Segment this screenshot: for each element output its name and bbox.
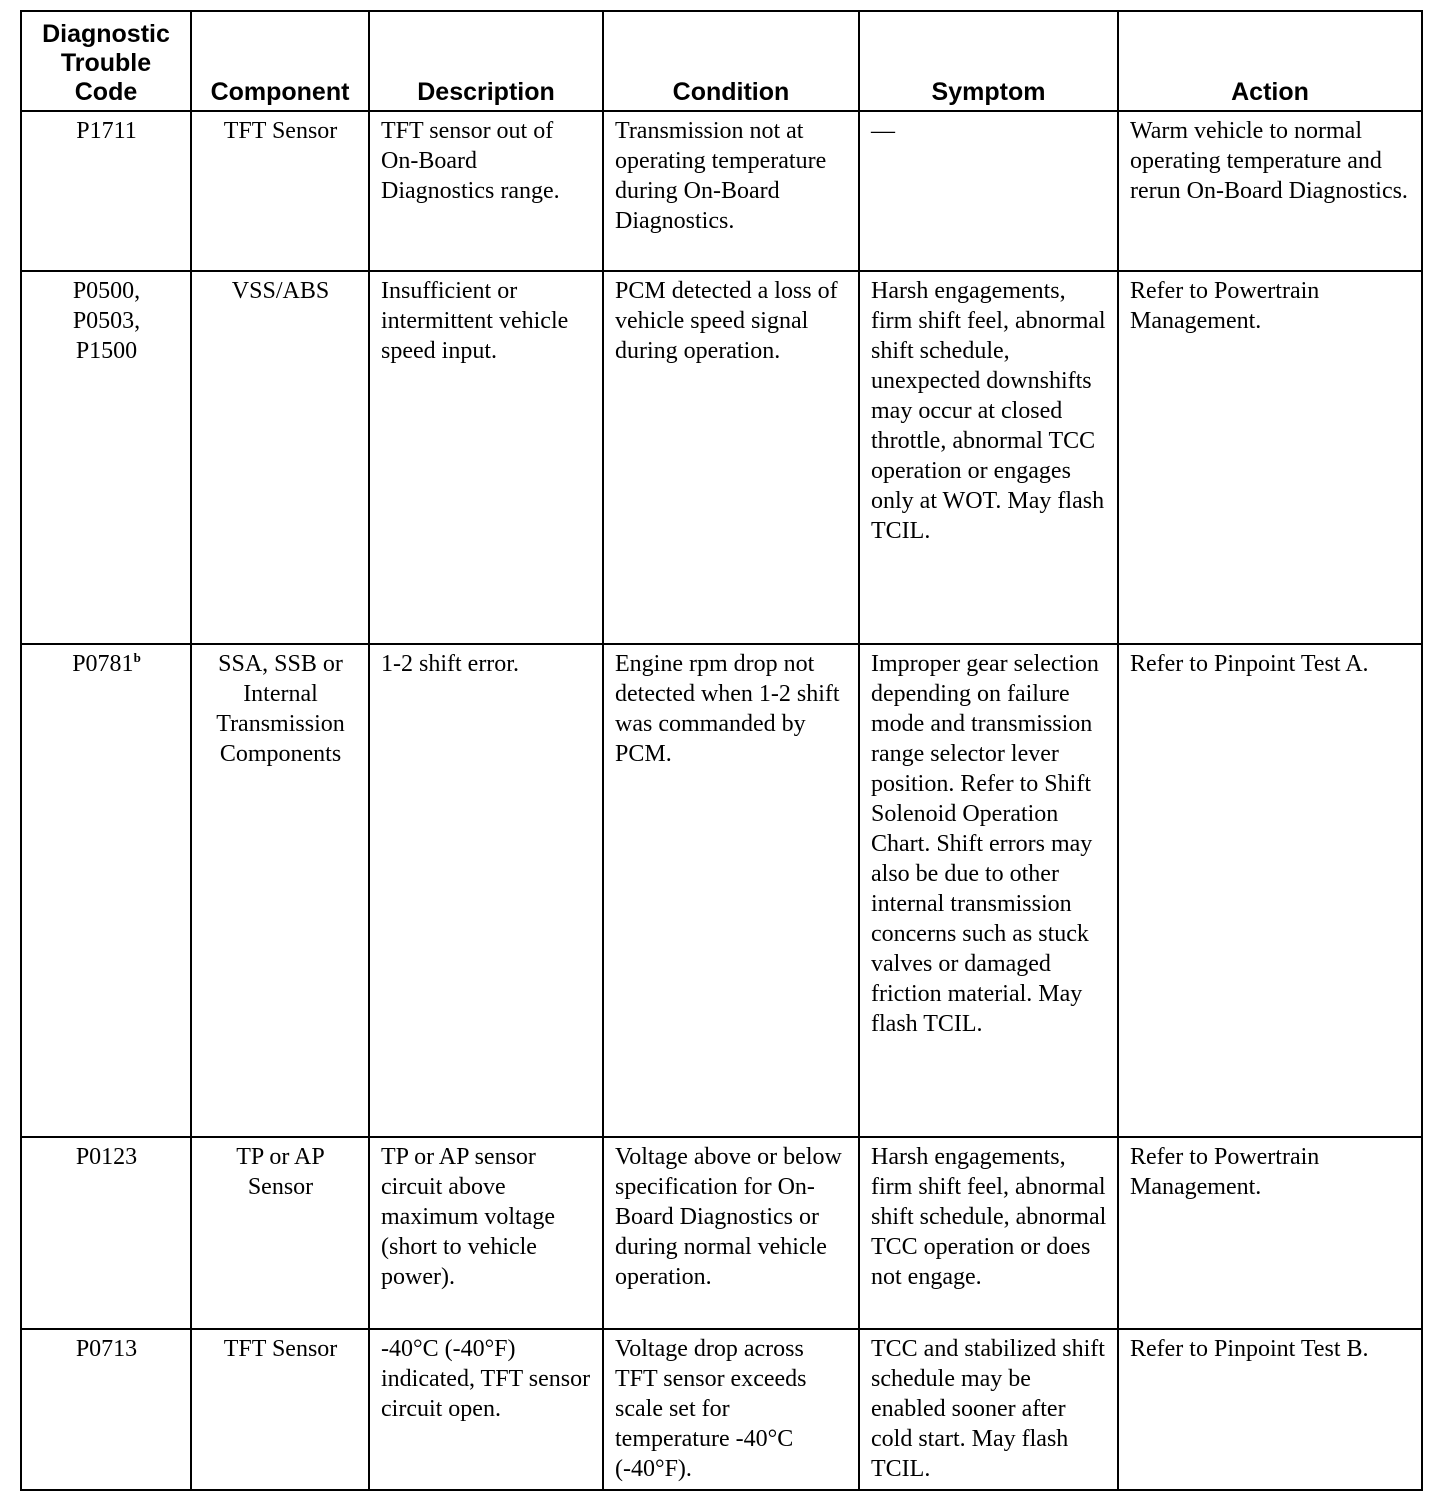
description-cell: TP or AP sensor circuit above maximum voltage (short to vehicle power). [369, 1137, 603, 1329]
description-cell: TFT sensor out of On-Board Diagnostics range. [369, 111, 603, 271]
condition-cell: Voltage drop across TFT sensor exceeds scale set for temperature -40°C (-40°F). [603, 1329, 859, 1490]
table-row [21, 1329, 1422, 1490]
condition-cell: Transmission not at operating temperature during On-Board Diagnostics. [603, 111, 859, 271]
table-row [21, 111, 1422, 271]
code-value: P0781 [72, 651, 134, 677]
action-cell: Warm vehicle to normal operating temperature and rerun On-Board Diagnostics. [1118, 111, 1422, 271]
code-cell [21, 111, 191, 271]
header-description: Description [369, 11, 603, 111]
header-action: Action [1118, 11, 1422, 111]
code-cell [21, 271, 191, 644]
component-cell: TFT Sensor [191, 111, 369, 271]
component-cell: TP or AP Sensor [191, 1137, 369, 1329]
action-cell: Refer to Pinpoint Test B. [1118, 1329, 1422, 1490]
action-cell: Refer to Powertrain Management. [1118, 271, 1422, 644]
action-cell: Refer to Powertrain Management. [1118, 1137, 1422, 1329]
symptom-cell: Improper gear selection depending on failure mode and transmission range selector lever position. Refer to Shift Solenoid Operation Chart. Shift errors may also be due to other internal transmission concerns such as stuck valves or damaged friction material. May flash TCIL. [859, 644, 1118, 1137]
action-cell: Refer to Pinpoint Test A. [1118, 644, 1422, 1137]
code-cell [21, 1329, 191, 1490]
condition-cell: Engine rpm drop not detected when 1-2 shift was commanded by PCM. [603, 644, 859, 1137]
header-condition: Condition [603, 11, 859, 111]
footnote-marker: b [133, 650, 141, 665]
header-symptom: Symptom [859, 11, 1118, 111]
symptom-cell: Harsh engagements, firm shift feel, abnormal shift schedule, unexpected downshifts may occur at closed throttle, abnormal TCC operation or engages only at WOT. May flash TCIL. [859, 271, 1118, 644]
header-component: Component [191, 11, 369, 111]
header-code: Diagnostic Trouble Code [21, 11, 191, 111]
code-cell [21, 644, 191, 1137]
code-value: P0123 [75, 1144, 138, 1170]
component-cell: TFT Sensor [191, 1329, 369, 1490]
table-row [21, 644, 1422, 1137]
code-value: P0713 [75, 1336, 138, 1362]
dtc-table [20, 10, 1423, 1491]
symptom-cell: TCC and stabilized shift schedule may be enabled sooner after cold start. May flash TCIL. [859, 1329, 1118, 1490]
code-value: P1711 [76, 118, 137, 144]
component-cell: SSA, SSB or Internal Transmission Components [191, 644, 369, 1137]
condition-cell: PCM detected a loss of vehicle speed signal during operation. [603, 271, 859, 644]
condition-cell: Voltage above or below specification for On-Board Diagnostics or during normal vehicle operation. [603, 1137, 859, 1329]
dtc-table-page [20, 10, 1423, 1491]
code-cell [21, 1137, 191, 1329]
description-cell: 1-2 shift error. [369, 644, 603, 1137]
component-cell: VSS/ABS [191, 271, 369, 644]
table-row [21, 1137, 1422, 1329]
header-row [21, 11, 1422, 111]
description-cell: Insufficient or intermittent vehicle speed input. [369, 271, 603, 644]
symptom-cell: Harsh engagements, firm shift feel, abnormal shift schedule, abnormal TCC operation or does not engage. [859, 1137, 1118, 1329]
symptom-cell: — [859, 111, 1118, 271]
table-row [21, 271, 1422, 644]
code-value: P0500, P0503, P1500 [72, 278, 141, 364]
description-cell: -40°C (-40°F) indicated, TFT sensor circuit open. [369, 1329, 603, 1490]
